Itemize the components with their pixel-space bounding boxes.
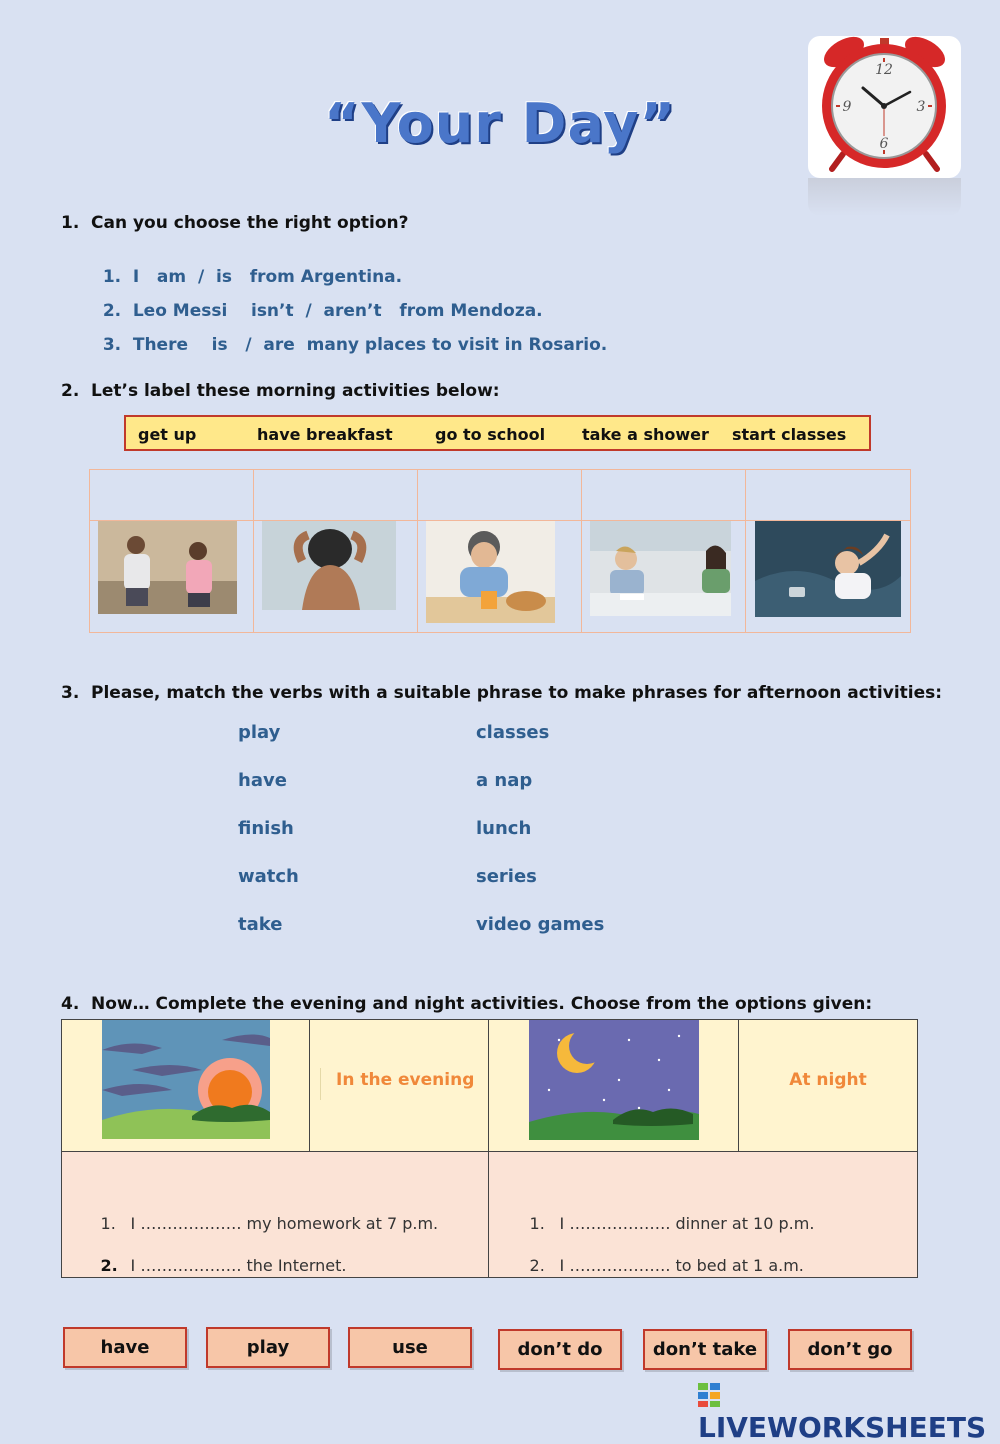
sentence-number: 2.: [529, 1256, 545, 1275]
option-number: 2.: [102, 301, 122, 321]
option-number: 1.: [102, 267, 122, 287]
match-verb[interactable]: take: [238, 914, 283, 935]
word-bank-item[interactable]: take a shower: [582, 425, 709, 444]
match-phrase[interactable]: a nap: [476, 770, 533, 791]
section-number: 3.: [61, 683, 80, 703]
clock-number-3: 3: [916, 99, 926, 115]
label-drop-zone[interactable]: [258, 474, 414, 516]
option-box-use[interactable]: use: [348, 1327, 472, 1368]
match-verb[interactable]: watch: [238, 866, 299, 887]
sentence-text[interactable]: I ………………. dinner at 10 p.m.: [559, 1214, 815, 1233]
section-number: 4.: [61, 994, 80, 1014]
logo-mark-icon: [698, 1383, 720, 1407]
match-verb[interactable]: finish: [238, 818, 294, 839]
sentence: [70, 1237, 346, 1294]
match-verb[interactable]: play: [238, 722, 281, 743]
section-number: 2.: [61, 381, 80, 401]
go-to-school-photo: [98, 521, 237, 614]
evening-image-cell: [62, 1020, 310, 1152]
match-phrase[interactable]: lunch: [476, 818, 532, 839]
match-phrase[interactable]: classes: [476, 722, 550, 743]
word-bank: [124, 415, 871, 451]
sentence-number: 1.: [529, 1214, 545, 1233]
match-phrase[interactable]: video games: [476, 914, 605, 935]
evening-label: In the evening: [336, 1070, 475, 1090]
evening-night-table: [61, 1019, 918, 1278]
logo-text: LIVEWORKSHEETS: [698, 1411, 987, 1444]
sentence-text[interactable]: I ………………. the Internet.: [130, 1256, 347, 1275]
option-item[interactable]: [91, 315, 607, 355]
section-heading-text: Let’s label these morning activities below:: [91, 381, 500, 401]
word-bank-item[interactable]: go to school: [435, 425, 546, 444]
option-number: 3.: [102, 335, 122, 355]
liveworksheets-logo[interactable]: [698, 1378, 1000, 1444]
option-text: Leo Messi isn’t / aren’t from Mendoza.: [132, 301, 543, 321]
label-drop-zone[interactable]: [586, 474, 742, 516]
word-bank-item[interactable]: have breakfast: [257, 425, 393, 444]
word-bank-item[interactable]: get up: [138, 425, 197, 444]
start-classes-photo: [590, 521, 731, 616]
option-box-dont-take[interactable]: don’t take: [643, 1329, 767, 1370]
sentence-number: 1.: [100, 1214, 116, 1233]
section-1-heading: [61, 213, 409, 233]
get-up-photo: [755, 521, 901, 617]
option-text: There is / are many places to visit in Rosario.: [132, 335, 608, 355]
clock-number-9: 9: [842, 99, 852, 115]
section-2-heading: [61, 381, 500, 401]
section-number: 1.: [61, 213, 80, 233]
clock-number-6: 6: [879, 136, 889, 152]
match-verb[interactable]: have: [238, 770, 287, 791]
option-box-dont-do[interactable]: don’t do: [498, 1329, 622, 1370]
option-text: I am / is from Argentina.: [132, 267, 403, 287]
night-sky-icon: [529, 1020, 699, 1140]
option-box-dont-go[interactable]: don’t go: [788, 1329, 912, 1370]
clock-number-12: 12: [875, 62, 893, 78]
evening-label-cell: [310, 1020, 489, 1152]
night-sentences-cell: [489, 1152, 917, 1277]
sentence: [499, 1237, 804, 1294]
label-drop-zone[interactable]: [94, 474, 250, 516]
have-breakfast-photo: [426, 521, 555, 623]
section-3-heading: [61, 683, 942, 703]
alarm-clock-icon: [808, 36, 961, 178]
sentence-number: 2.: [100, 1256, 118, 1275]
match-phrase[interactable]: series: [476, 866, 537, 887]
option-box-play[interactable]: play: [206, 1327, 330, 1368]
morning-activities-grid: [89, 469, 911, 633]
alarm-clock-image: [808, 36, 961, 178]
sentence-text[interactable]: I ………………. my homework at 7 p.m.: [130, 1214, 439, 1233]
sentence-text[interactable]: I ………………. to bed at 1 a.m.: [559, 1256, 804, 1275]
option-box-have[interactable]: have: [63, 1327, 187, 1368]
night-image-cell: [489, 1020, 739, 1152]
take-a-shower-photo: [262, 521, 396, 610]
sunset-icon: [102, 1020, 270, 1139]
section-heading-text: Now… Complete the evening and night activities. Choose from the options given:: [91, 994, 873, 1014]
label-drop-zone[interactable]: [422, 474, 578, 516]
night-label: At night: [789, 1070, 867, 1090]
section-4-heading: [61, 994, 872, 1014]
label-drop-zone[interactable]: [750, 474, 906, 516]
word-bank-item[interactable]: start classes: [732, 425, 847, 444]
evening-sentences-cell: [62, 1152, 489, 1277]
section-heading-text: Can you choose the right option?: [91, 213, 409, 233]
section-heading-text: Please, match the verbs with a suitable phrase to make phrases for afternoon activities:: [91, 683, 943, 703]
night-label-cell: [739, 1020, 917, 1152]
worksheet-title: “Your Day”: [324, 92, 676, 155]
cursor-line: [320, 1068, 321, 1100]
clock-reflection: [808, 178, 961, 216]
